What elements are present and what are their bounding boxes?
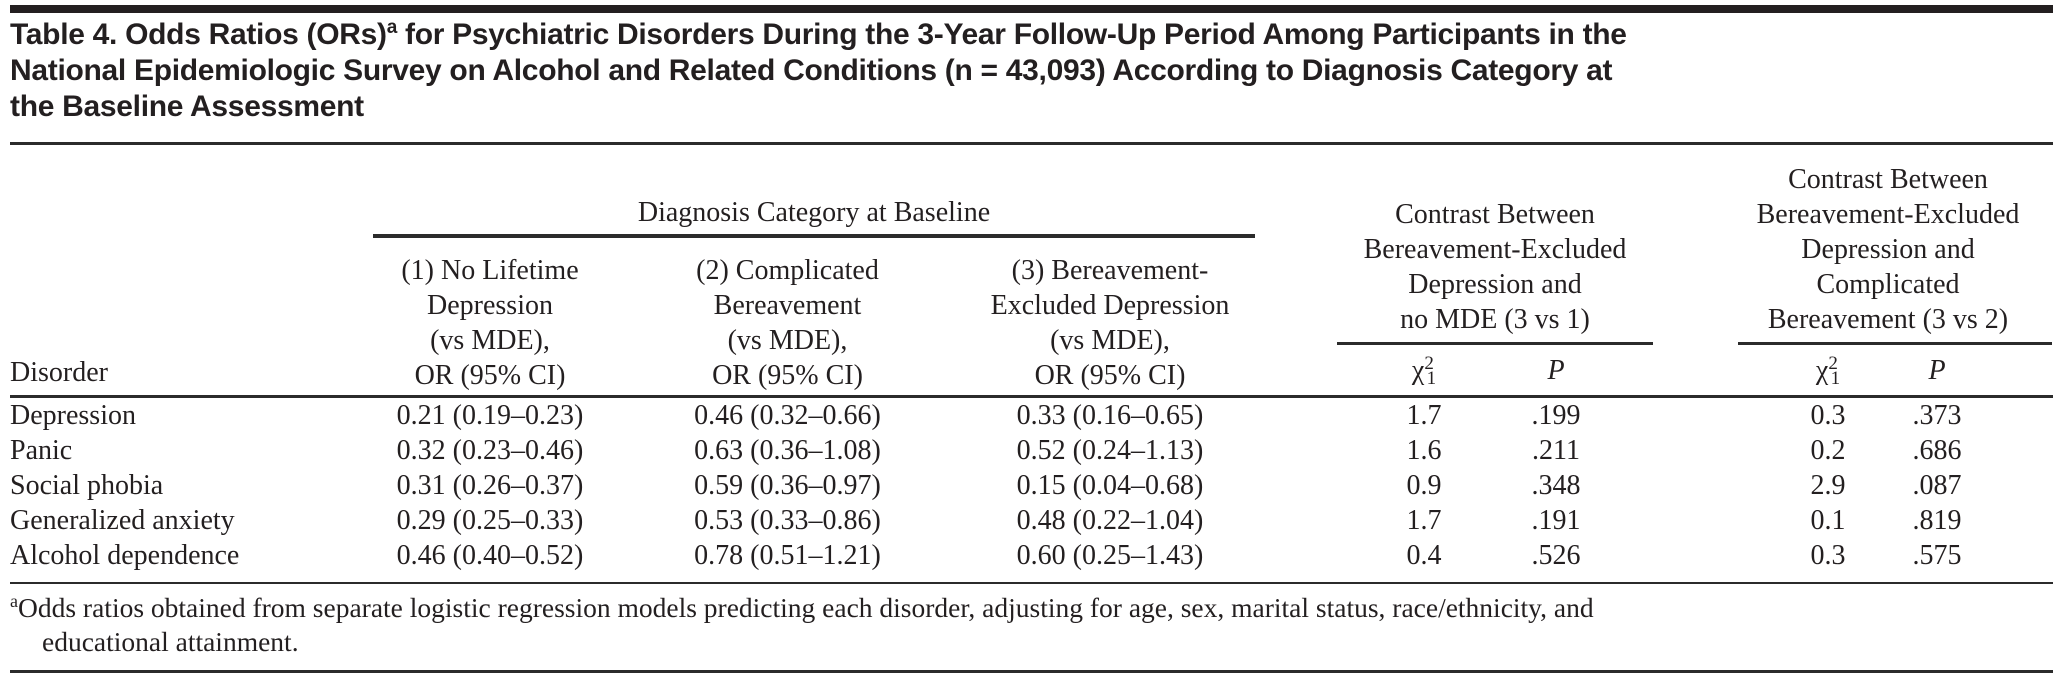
- title-line-1: [10, 17, 2053, 53]
- contrast-2-rule: [1738, 342, 2052, 345]
- cell-or-1: 0.31 (0.26–0.37): [396, 469, 584, 501]
- contrast-2-line: Bereavement-Excluded: [1756, 199, 2020, 230]
- diagnosis-spanner-label: Diagnosis Category at Baseline: [637, 197, 991, 228]
- p-value-2-header: P: [1928, 355, 1946, 386]
- footnote-text: Odds ratios obtained from separate logistic regression models predicting each disorder, adjusting for age, sex, marital status, race/ethnicity, and: [18, 592, 1594, 623]
- cell-or-2: 0.59 (0.36–0.97): [694, 469, 881, 501]
- cell-or-2: 0.46 (0.32–0.66): [694, 400, 881, 432]
- cell-p-2: .819: [1912, 504, 1962, 536]
- contrast-1-rule: [1337, 342, 1653, 345]
- cell-or-2: 0.53 (0.33–0.86): [694, 504, 881, 536]
- contrast-1-line: Bereavement-Excluded: [1363, 234, 1627, 265]
- p-value-1-header: P: [1547, 355, 1565, 386]
- chi-superscript: 2: [1828, 352, 1838, 374]
- cell-p-2: .373: [1912, 400, 1962, 432]
- table-row: [0, 503, 2061, 538]
- column-header-1: [340, 253, 640, 393]
- cell-or-1: 0.32 (0.23–0.46): [396, 435, 584, 467]
- cell-p-1: .526: [1531, 539, 1581, 571]
- title-line1-pre: Table 4. Odds Ratios (ORs): [10, 18, 387, 51]
- cell-chi-2: 2.9: [1810, 469, 1846, 501]
- table-row: [0, 469, 2061, 504]
- cell-p-2: .575: [1912, 539, 1962, 571]
- column-header-3-line: (vs MDE),: [1050, 325, 1170, 356]
- cell-or-1: 0.29 (0.25–0.33): [396, 504, 584, 536]
- footnote-line-1: [10, 591, 2053, 625]
- chi-square-2-header: [1778, 352, 1878, 390]
- cell-p-2: .087: [1912, 469, 1962, 501]
- column-header-2-line: (2) Complicated: [696, 255, 879, 286]
- cell-or-1: 0.21 (0.19–0.23): [396, 400, 584, 432]
- cell-chi-2: 0.3: [1810, 400, 1846, 432]
- cell-disorder: Generalized anxiety: [10, 504, 235, 536]
- cell-disorder: Alcohol dependence: [10, 539, 240, 571]
- cell-or-3: 0.60 (0.25–1.43): [1016, 539, 1204, 571]
- contrast-1-line: no MDE (3 vs 1): [1400, 304, 1590, 335]
- cell-disorder: Panic: [10, 435, 73, 467]
- cell-disorder: Depression: [10, 400, 136, 432]
- table-title: [10, 17, 2053, 125]
- column-header-3: [935, 253, 1285, 393]
- cell-p-2: .686: [1912, 435, 1962, 467]
- column-header-3-line: OR (95% CI): [1034, 360, 1186, 391]
- cell-p-1: .348: [1531, 469, 1581, 501]
- footnote-line-2: educational attainment.: [42, 626, 299, 657]
- disorder-column-label: Disorder: [10, 357, 108, 388]
- chi-symbol: χ: [1815, 355, 1829, 386]
- diagnosis-spanner-rule: [373, 234, 1255, 238]
- cell-chi-1: 1.7: [1406, 400, 1442, 432]
- title-line-3: the Baseline Assessment: [10, 90, 364, 123]
- cell-chi-2: 0.3: [1810, 539, 1846, 571]
- cell-chi-1: 0.9: [1406, 469, 1442, 501]
- contrast-1-header: [1325, 197, 1665, 337]
- contrast-2-line: Depression and: [1801, 234, 1975, 265]
- table-row: [0, 538, 2061, 573]
- column-header-1-line: OR (95% CI): [414, 360, 566, 391]
- cell-or-3: 0.15 (0.04–0.68): [1016, 469, 1204, 501]
- cell-disorder: Social phobia: [10, 469, 164, 501]
- title-line1-post: for Psychiatric Disorders During the 3-Year Follow-Up Period Among Participants in the: [397, 18, 1627, 51]
- table-row: [0, 399, 2061, 434]
- bottom-rule: [10, 670, 2053, 673]
- table-header: [0, 145, 2061, 395]
- column-header-2-line: (vs MDE),: [727, 325, 848, 356]
- contrast-2-header: [1715, 162, 2061, 337]
- contrast-1-line: Depression and: [1408, 269, 1582, 300]
- cell-chi-2: 0.2: [1810, 435, 1846, 467]
- cell-chi-1: 0.4: [1406, 539, 1442, 571]
- column-header-1-line: Depression: [427, 290, 553, 321]
- cell-or-3: 0.52 (0.24–1.13): [1016, 435, 1204, 467]
- rule-below-header: [10, 395, 2053, 398]
- cell-chi-2: 0.1: [1810, 504, 1846, 536]
- footnote-marker: a: [10, 590, 18, 611]
- top-bar-rule: [10, 5, 2053, 13]
- contrast-2-line: Bereavement (3 vs 2): [1767, 304, 2009, 335]
- contrast-1-line: Contrast Between: [1395, 199, 1595, 230]
- chi-symbol: χ: [1411, 355, 1425, 386]
- chi-subscript: 1: [1426, 368, 1437, 390]
- title-line-2: National Epidemiologic Survey on Alcohol and Related Conditions (n = 43,093) According to Diagnosis Category at: [10, 54, 1613, 87]
- table-body: [0, 399, 2061, 573]
- chi-square-1-header: [1374, 352, 1474, 390]
- column-header-2: [640, 253, 935, 393]
- column-header-3-line: (3) Bereavement-: [1011, 255, 1209, 286]
- cell-or-3: 0.33 (0.16–0.65): [1016, 400, 1204, 432]
- column-header-1-line: (vs MDE),: [430, 325, 550, 356]
- cell-p-1: .191: [1531, 504, 1581, 536]
- chi-subscript: 1: [1830, 368, 1841, 390]
- cell-or-2: 0.78 (0.51–1.21): [694, 539, 881, 571]
- chi-superscript: 2: [1424, 352, 1434, 374]
- cell-or-2: 0.63 (0.36–1.08): [694, 435, 881, 467]
- title-footnote-marker: a: [386, 17, 397, 38]
- rule-below-data: [10, 582, 2053, 584]
- column-header-2-line: OR (95% CI): [712, 360, 863, 391]
- table-row: [0, 434, 2061, 469]
- cell-chi-1: 1.7: [1406, 504, 1442, 536]
- cell-chi-1: 1.6: [1406, 435, 1442, 467]
- cell-p-1: .199: [1531, 400, 1581, 432]
- column-header-3-line: Excluded Depression: [990, 290, 1230, 321]
- table-footnote: [10, 591, 2053, 659]
- column-header-2-line: Bereavement: [713, 290, 862, 321]
- contrast-2-line: Contrast Between: [1788, 164, 1988, 195]
- cell-or-3: 0.48 (0.22–1.04): [1016, 504, 1204, 536]
- contrast-2-line: Complicated: [1816, 269, 1960, 300]
- column-header-1-line: (1) No Lifetime: [401, 255, 579, 286]
- cell-p-1: .211: [1532, 435, 1580, 467]
- cell-or-1: 0.46 (0.40–0.52): [396, 539, 584, 571]
